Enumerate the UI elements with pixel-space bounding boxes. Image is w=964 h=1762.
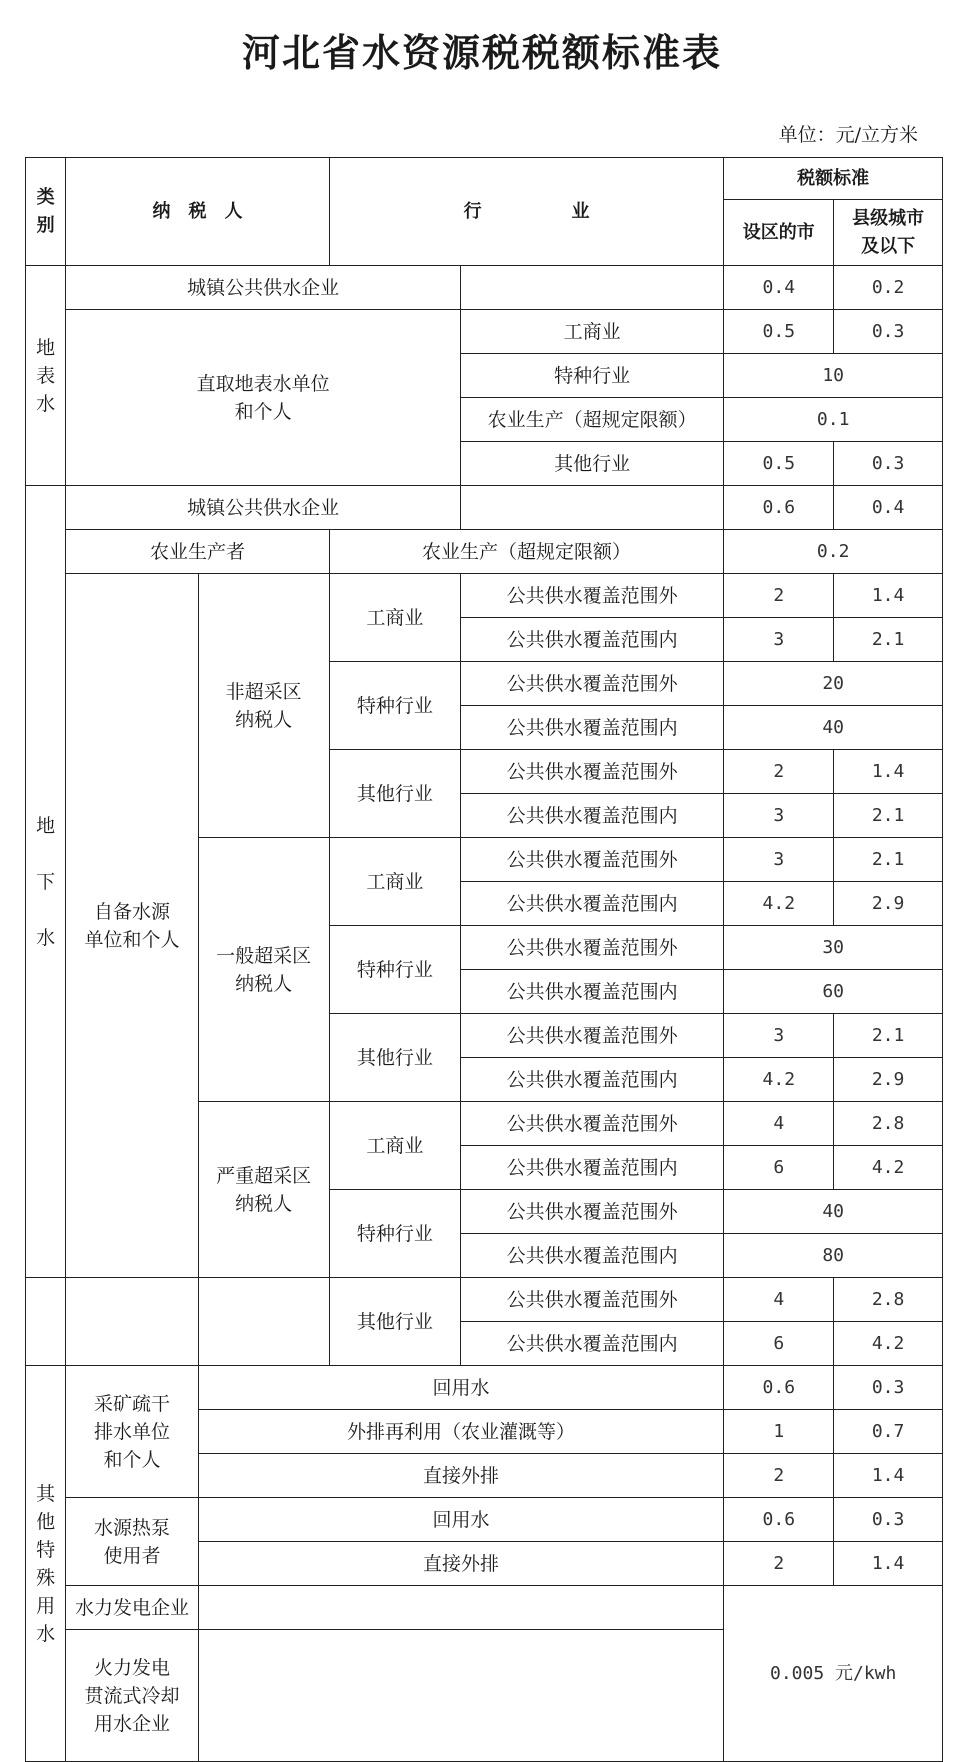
rate-merged: 40 [724, 706, 943, 750]
industry-cell: 特种行业 [329, 1190, 460, 1278]
coverage-cell: 公共供水覆盖范围外 [460, 1278, 723, 1322]
rate-merged: 40 [724, 1190, 943, 1234]
coverage-cell: 公共供水覆盖范围外 [460, 662, 723, 706]
industry-blank [198, 1586, 724, 1630]
coverage-cell: 公共供水覆盖范围外 [460, 574, 723, 618]
rate-county: 4.2 [834, 1146, 943, 1190]
industry-cell: 农业生产（超规定限额） [329, 530, 724, 574]
taxpayer-cell: 火力发电 贯流式冷却 用水企业 [66, 1630, 198, 1762]
rate-county: 0.3 [834, 1366, 943, 1410]
rate-merged: 20 [724, 662, 943, 706]
rate-merged: 0.005 元/kwh [724, 1586, 943, 1762]
header-taxpayer: 纳 税 人 [66, 158, 329, 266]
industry-cell: 特种行业 [329, 662, 460, 750]
industry-cell [460, 266, 723, 310]
rate-county: 0.2 [834, 266, 943, 310]
zone-cell: 严重超采区 纳税人 [198, 1102, 329, 1278]
rate-county: 2.8 [834, 1102, 943, 1146]
rate-county: 0.3 [834, 1498, 943, 1542]
industry-cell: 工商业 [329, 1102, 460, 1190]
rate-merged: 80 [724, 1234, 943, 1278]
industry-cell: 特种行业 [329, 926, 460, 1014]
coverage-cell: 公共供水覆盖范围外 [460, 1102, 723, 1146]
rate-county: 2.1 [834, 838, 943, 882]
coverage-cell: 公共供水覆盖范围内 [460, 1322, 723, 1366]
rate-city: 2 [724, 1454, 834, 1498]
rate-city: 6 [724, 1146, 834, 1190]
tax-standard-table [25, 157, 943, 1762]
industry-cell: 特种行业 [460, 354, 723, 398]
industry-cell: 工商业 [329, 838, 460, 926]
rate-merged: 30 [724, 926, 943, 970]
coverage-cell: 公共供水覆盖范围内 [460, 882, 723, 926]
taxpayer-cell: 水力发电企业 [66, 1586, 198, 1630]
category-blank [26, 1278, 66, 1366]
coverage-cell: 公共供水覆盖范围外 [460, 1190, 723, 1234]
coverage-cell: 公共供水覆盖范围内 [460, 706, 723, 750]
taxpayer-cell: 城镇公共供水企业 [66, 486, 461, 530]
rate-city: 2 [724, 574, 834, 618]
rate-city: 1 [724, 1410, 834, 1454]
rate-county: 0.4 [834, 486, 943, 530]
taxpayer-cell: 农业生产者 [66, 530, 329, 574]
rate-county: 0.3 [834, 442, 943, 486]
taxpayer-cell: 城镇公共供水企业 [66, 266, 461, 310]
category-special: 其 他 特 殊 用 水 [26, 1366, 66, 1762]
rate-merged: 10 [724, 354, 943, 398]
coverage-cell: 公共供水覆盖范围内 [460, 970, 723, 1014]
rate-county: 1.4 [834, 750, 943, 794]
industry-blank [198, 1630, 724, 1762]
coverage-cell: 公共供水覆盖范围内 [460, 794, 723, 838]
rate-county: 2.1 [834, 1014, 943, 1058]
category-surface: 地 表 水 [26, 266, 66, 486]
coverage-cell: 公共供水覆盖范围内 [460, 1146, 723, 1190]
rate-county: 2.8 [834, 1278, 943, 1322]
industry-cell [460, 486, 723, 530]
rate-city: 4 [724, 1278, 834, 1322]
rate-city: 0.6 [724, 1366, 834, 1410]
coverage-cell: 公共供水覆盖范围内 [460, 1058, 723, 1102]
header-county: 县级城市 及以下 [834, 200, 943, 266]
rate-city: 2 [724, 750, 834, 794]
rate-city: 0.5 [724, 442, 834, 486]
industry-cell: 其他行业 [329, 1014, 460, 1102]
industry-cell: 其他行业 [329, 750, 460, 838]
coverage-cell: 公共供水覆盖范围外 [460, 1014, 723, 1058]
header-category: 类 别 [26, 158, 66, 266]
header-industry: 行 业 [329, 158, 724, 266]
rate-city: 0.6 [724, 1498, 834, 1542]
industry-cell: 工商业 [460, 310, 723, 354]
rate-city: 2 [724, 1542, 834, 1586]
taxpayer-cell: 直取地表水单位 和个人 [66, 310, 461, 486]
category-ground: 地 下 水 [26, 486, 66, 1278]
rate-merged: 0.1 [724, 398, 943, 442]
zone-blank [198, 1278, 329, 1366]
industry-cell: 回用水 [198, 1498, 724, 1542]
industry-cell: 直接外排 [198, 1542, 724, 1586]
rate-city: 6 [724, 1322, 834, 1366]
industry-cell: 回用水 [198, 1366, 724, 1410]
rate-county: 2.1 [834, 794, 943, 838]
rate-city: 0.6 [724, 486, 834, 530]
rate-county: 1.4 [834, 574, 943, 618]
unit-label: 单位：元/立方米 [778, 124, 918, 146]
industry-cell: 外排再利用（农业灌溉等） [198, 1410, 724, 1454]
rate-city: 3 [724, 794, 834, 838]
coverage-cell: 公共供水覆盖范围外 [460, 750, 723, 794]
industry-cell: 其他行业 [460, 442, 723, 486]
coverage-cell: 公共供水覆盖范围内 [460, 1234, 723, 1278]
rate-merged: 60 [724, 970, 943, 1014]
rate-city: 4.2 [724, 1058, 834, 1102]
taxpayer-cell: 采矿疏干 排水单位 和个人 [66, 1366, 198, 1498]
rate-city: 4 [724, 1102, 834, 1146]
zone-cell: 非超采区 纳税人 [198, 574, 329, 838]
zone-cell: 一般超采区 纳税人 [198, 838, 329, 1102]
rate-city: 4.2 [724, 882, 834, 926]
industry-cell: 其他行业 [329, 1278, 460, 1366]
industry-cell: 工商业 [329, 574, 460, 662]
rate-county: 0.3 [834, 310, 943, 354]
rate-county: 1.4 [834, 1542, 943, 1586]
rate-city: 3 [724, 1014, 834, 1058]
page-title: 河北省水资源税税额标准表 [241, 31, 722, 75]
coverage-cell: 公共供水覆盖范围外 [460, 926, 723, 970]
rate-city: 0.4 [724, 266, 834, 310]
rate-city: 0.5 [724, 310, 834, 354]
taxpayer-blank [66, 1278, 198, 1366]
rate-county: 1.4 [834, 1454, 943, 1498]
rate-city: 3 [724, 618, 834, 662]
industry-cell: 直接外排 [198, 1454, 724, 1498]
taxpayer-cell: 水源热泵 使用者 [66, 1498, 198, 1586]
header-city: 设区的市 [724, 200, 834, 266]
coverage-cell: 公共供水覆盖范围内 [460, 618, 723, 662]
rate-county: 4.2 [834, 1322, 943, 1366]
rate-county: 0.7 [834, 1410, 943, 1454]
industry-cell: 农业生产（超规定限额） [460, 398, 723, 442]
rate-county: 2.1 [834, 618, 943, 662]
taxpayer-cell: 自备水源 单位和个人 [66, 574, 198, 1278]
rate-county: 2.9 [834, 1058, 943, 1102]
rate-merged: 0.2 [724, 530, 943, 574]
header-standard: 税额标准 [724, 158, 943, 200]
rate-county: 2.9 [834, 882, 943, 926]
coverage-cell: 公共供水覆盖范围外 [460, 838, 723, 882]
rate-city: 3 [724, 838, 834, 882]
